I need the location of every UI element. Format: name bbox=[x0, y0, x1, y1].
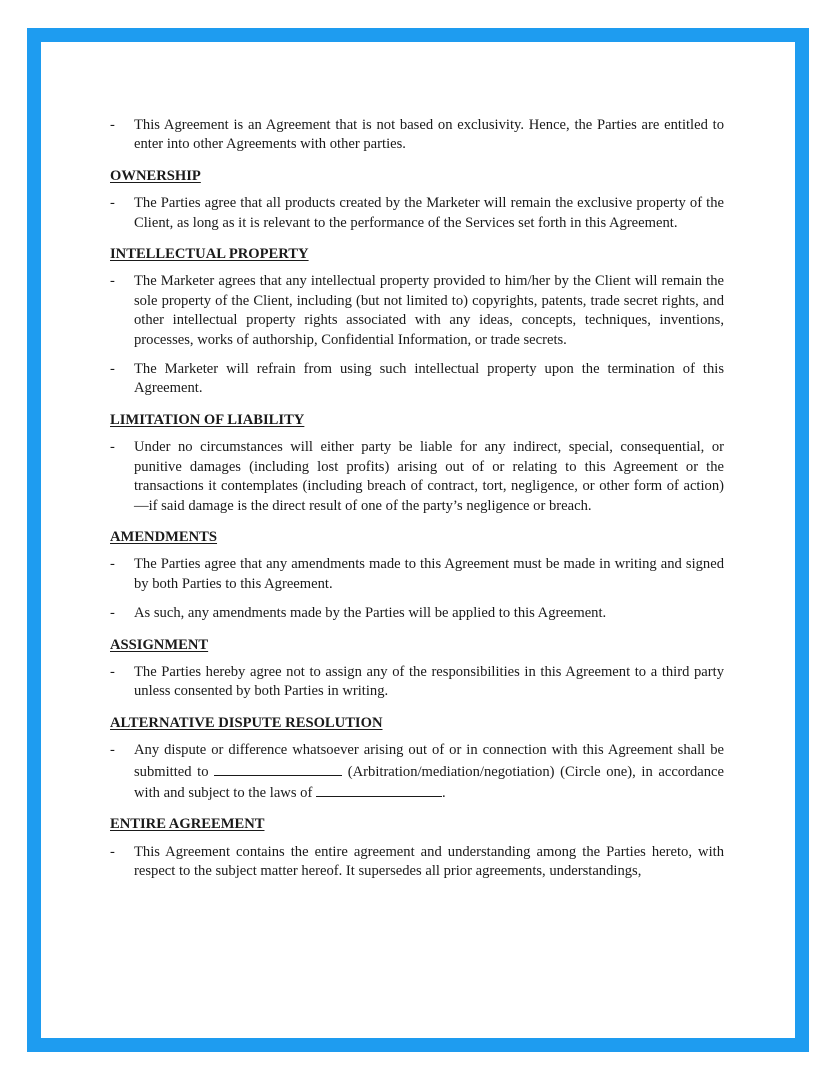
list-item bbox=[110, 604, 724, 623]
item-text: This Agreement contains the entire agreement and understanding among the Parties hereto, with respect to the subject matter hereof. It supersedes all prior agreements, understandings, bbox=[134, 843, 724, 880]
list-item bbox=[110, 360, 724, 399]
list-item bbox=[110, 741, 724, 803]
bullet-dash: - bbox=[110, 663, 115, 680]
list-item bbox=[110, 555, 724, 594]
section-heading-intellectual-property: INTELLECTUAL PROPERTY bbox=[110, 246, 309, 263]
item-text: The Marketer will refrain from using such intellectual property upon the termination of this Agreement. bbox=[134, 361, 724, 397]
item-text: This Agreement is an Agreement that is not based on exclusivity. Hence, the Parties are entitled to enter into other Agreements with other parties. bbox=[134, 117, 724, 153]
section-heading-ownership: OWNERSHIP bbox=[110, 167, 201, 184]
list-item bbox=[110, 438, 724, 516]
dispute-text-part-3: . bbox=[442, 784, 446, 801]
governing-law-blank[interactable] bbox=[316, 782, 442, 797]
bullet-dash: - bbox=[110, 605, 115, 622]
item-text: The Marketer agrees that any intellectual property provided to him/her by the Client will remain the sole property of the Client, including (but not limited to) copyrights, patents, trade secret rights, and other intellectual property rights associated with any ideas, concepts, techniques, inventions, processes, works of authorship, Confidential Information, or trade secrets. bbox=[134, 273, 724, 348]
list-item bbox=[110, 116, 724, 155]
list-item bbox=[110, 194, 724, 233]
list-item bbox=[110, 663, 724, 702]
section-heading-limitation-of-liability: LIMITATION OF LIABILITY bbox=[110, 411, 305, 428]
dispute-text-part-1: Any dispute or difference whatsoever arising out of or in connection with this Agreement shall be submitted to bbox=[134, 742, 724, 780]
list-item bbox=[110, 843, 724, 882]
item-text bbox=[134, 742, 724, 801]
item-text: As such, any amendments made by the Parties will be applied to this Agreement. bbox=[134, 605, 607, 622]
section-heading-assignment: ASSIGNMENT bbox=[110, 636, 209, 653]
item-text: The Parties agree that any amendments made to this Agreement must be made in writing and signed by both Parties to this Agreement. bbox=[134, 556, 724, 592]
item-text: The Parties agree that all products created by the Marketer will remain the exclusive property of the Client, as long as it is relevant to the performance of the Services set forth in this Agreement. bbox=[134, 195, 724, 231]
dispute-method-blank[interactable] bbox=[214, 761, 342, 776]
item-text: The Parties hereby agree not to assign any of the responsibilities in this Agreement to a third party unless consented by both Parties in writing. bbox=[134, 663, 724, 700]
section-heading-entire-agreement: ENTIRE AGREEMENT bbox=[110, 816, 265, 833]
bullet-dash: - bbox=[110, 843, 115, 860]
list-item bbox=[110, 272, 724, 350]
document-body bbox=[110, 116, 724, 892]
bullet-dash: - bbox=[110, 556, 115, 573]
bullet-dash: - bbox=[110, 439, 115, 456]
bullet-dash: - bbox=[110, 742, 115, 759]
section-heading-alternative-dispute-resolution: ALTERNATIVE DISPUTE RESOLUTION bbox=[110, 714, 383, 731]
bullet-dash: - bbox=[110, 273, 115, 290]
section-heading-amendments: AMENDMENTS bbox=[110, 528, 218, 545]
bullet-dash: - bbox=[110, 117, 115, 133]
bullet-dash: - bbox=[110, 195, 115, 212]
bullet-dash: - bbox=[110, 361, 115, 378]
dispute-text-part-2: (Arbitration/mediation/negotiation) (Circle one), in accordance with and subject to the laws of bbox=[134, 763, 724, 801]
item-text: Under no circumstances will either party be liable for any indirect, special, consequential, or punitive damages (including lost profits) arising out of or relating to this Agreement or the transactions it contemplates (including breach of contract, tort, negligence, or other form of action)—if said damage is the direct result of one of the party’s negligence or breach. bbox=[134, 439, 724, 514]
